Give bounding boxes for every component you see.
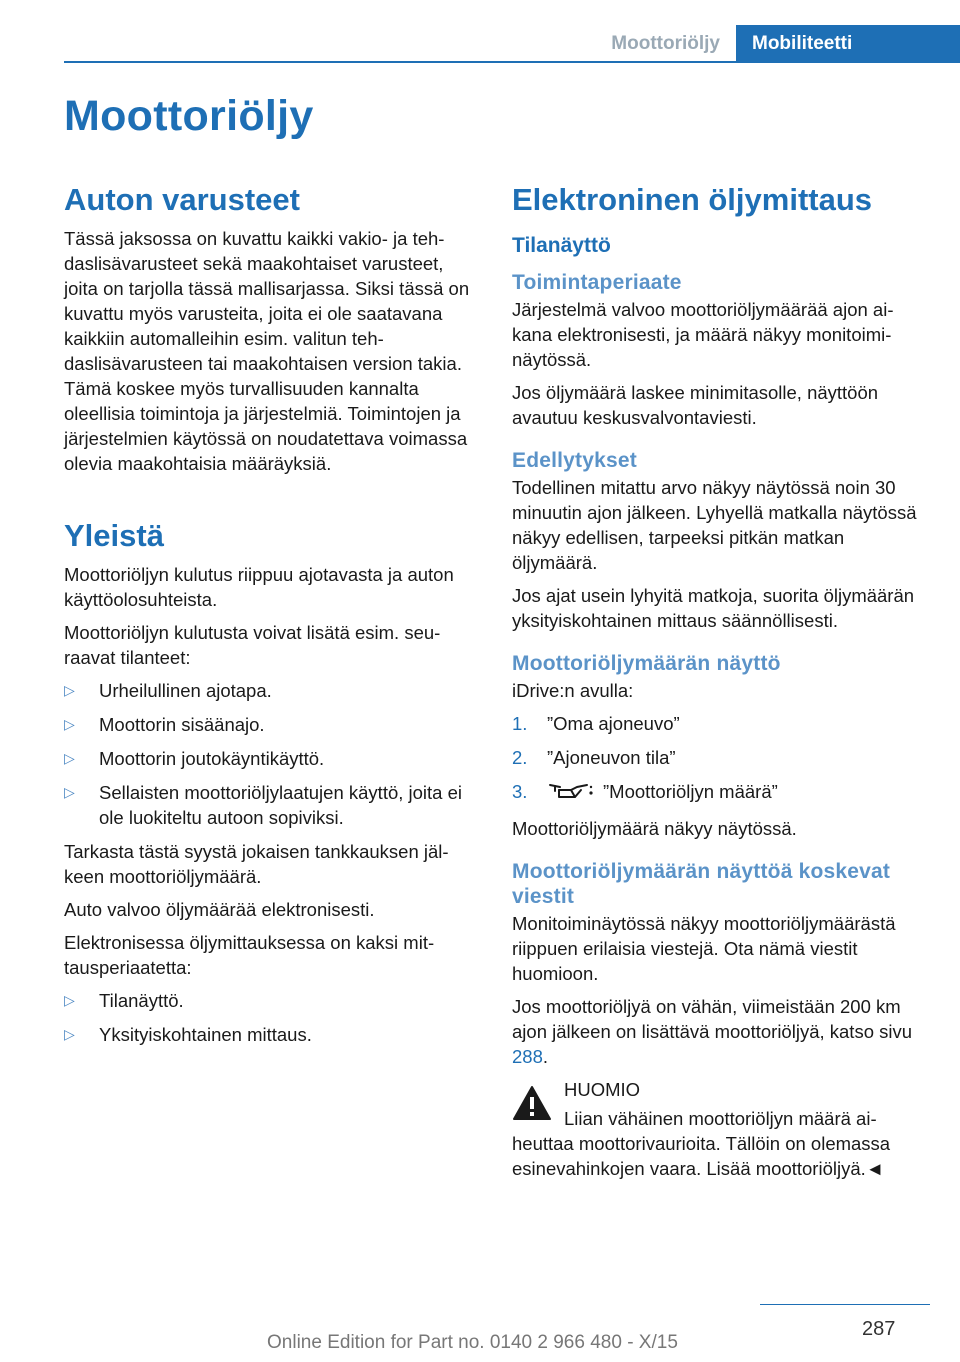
step-number: 1. [512,713,528,734]
right-column [512,180,926,1181]
list-item: 2. ”Ajoneuvon tila” [512,747,676,768]
paragraph-principle-1: Järjestelmä valvoo moottoriöljymäärää ajon aikana elektronisesti, ja määrä näkyy monitoiminäytössä. [512,299,894,370]
paragraph-general-2: Moottoriöljyn kulutusta voivat lisätä esim. seuraavat tilanteet: [64,622,441,668]
paragraph-principles: Elektronisessa öljymittauksessa on kaksi mittausperiaatetta: [64,932,435,978]
paragraph-requirements-2: Jos ajat usein lyhyitä matkoja, suorita öljymäärän yksityiskohtainen mittaus säännöllisesti. [512,585,915,631]
left-column [64,180,478,1056]
paragraph-messages-2: Jos moottoriöljyä on vähän, viimeistään 200 km ajon jälkeen on lisättävä moottoriöljyä, katso sivu 288. [512,996,913,1067]
heading-principle: Toimintaperiaate [512,271,682,294]
paragraph-general-1: Moottoriöljyn kulutus riippuu ajotavasta ja auton käyttöolosuhteista. [64,564,454,610]
heading-electronic-measurement: Elektroninen öljymittaus [512,182,873,217]
list-item: 1. ”Oma ajoneuvo” [512,713,680,734]
heading-general: Yleistä [64,518,164,553]
triangle-bullet-icon: ▷ [64,682,75,698]
list-item: 3. ”Moottoriöljyn määrä” [512,779,926,807]
triangle-bullet-icon: ▷ [64,750,75,766]
triangle-bullet-icon: ▷ [64,992,75,1008]
page-title: Moottoriöljy [64,92,314,140]
measurement-principles-list [64,988,478,1047]
list-item: ▷ Moottorin joutokäyntikäyttö. [64,748,325,769]
consumption-factors-list [64,678,478,830]
page-reference-link[interactable]: 288 [512,1046,543,1067]
triangle-bullet-icon: ▷ [64,716,75,732]
paragraph-requirements-1: Todellinen mitattu arvo näkyy näytössä noin 30 minuutin ajon jälkeen. Lyhyellä matkalla näytössä näkyy edellisen, tarpeeksi pitkän matkan öljymäärä. [512,477,917,573]
list-item: ▷ Sellaisten moottoriöljylaatujen käyttö, joita ei ole luokiteltu autoon sopiviksi. [64,782,462,828]
warning-text: Liian vähäinen moottoriöljyn määrä aiheuttaa moottorivaurioita. Tällöin on olemassa esinevahinkojen vaara. Lisää moottoriöljyä.◄ [512,1108,891,1179]
warning-box [512,1077,926,1181]
list-item: ▷ Moottorin sisäänajo. [64,714,265,735]
heading-equipment: Auton varusteet [64,182,300,217]
heading-oil-level-display: Moottoriöljymäärän näyttö [512,652,781,675]
page-number: 287 [862,1318,896,1340]
heading-requirements: Edellytykset [512,449,637,472]
paragraph-monitor: Auto valvoo öljymäärää elektronisesti. [64,899,375,920]
footer-edition-text: Online Edition for Part no. 0140 2 966 480 - X/15 [267,1332,678,1353]
list-item: ▷ Yksityiskohtainen mittaus. [64,1024,312,1045]
paragraph-principle-2: Jos öljymäärä laskee minimitasolle, näyttöön avautuu keskusvalvontaviesti. [512,382,879,428]
paragraph-messages-1: Monitoiminäytössä näkyy moottoriöljymäärästä riippuen erilaisia viestejä. Ota nämä viestit huomioon. [512,913,896,984]
idrive-steps-list [512,711,926,807]
paragraph-equipment: Tässä jaksossa on kuvattu kaikki vakio- ja tehdaslisävarusteet sekä maakohtaiset varusteet, joita on tarjolla tässä mallisarjassa. Siksi tässä on kuvattu myös varusteita, joita ei ole saatavana kaikkiin automalleihin esim. valitun tehdaslisävarusteen tai maakohtaisen version takia. Tämä koskee myös turvallisuuden kannalta oleellisia toimintoja ja järjestelmiä. Toimintojen ja järjestelmien käytössä on noudatettava voimassa olevia maakohtaisia määräyksiä. [64,228,470,474]
oil-can-icon [547,781,593,807]
footer-rule [760,1304,930,1305]
list-item: ▷ Urheilullinen ajotapa. [64,680,272,701]
step-number: 2. [512,747,528,768]
paragraph-check: Tarkasta tästä syystä jokaisen tankkauksen jälkeen moottoriöljymäärä. [64,841,449,887]
header-section-label: Moottoriöljy [611,33,720,54]
header-tabs [595,25,960,62]
header-rule [64,61,960,63]
paragraph-idrive: iDrive:n avulla: [512,680,634,701]
warning-title: HUOMIO [564,1079,641,1100]
warning-triangle-icon [512,1085,552,1126]
heading-status-display: Tilanäyttö [512,234,611,257]
paragraph-shown: Moottoriöljymäärä näkyy näytössä. [512,818,797,839]
triangle-bullet-icon: ▷ [64,784,75,800]
header-chapter-tab: Mobiliteetti [736,25,960,62]
heading-messages: Moottoriöljymäärän näyttöä koskevat viestit [512,860,891,908]
list-item: ▷ Tilanäyttö. [64,990,184,1011]
step-number: 3. [512,781,528,802]
triangle-bullet-icon: ▷ [64,1026,75,1042]
